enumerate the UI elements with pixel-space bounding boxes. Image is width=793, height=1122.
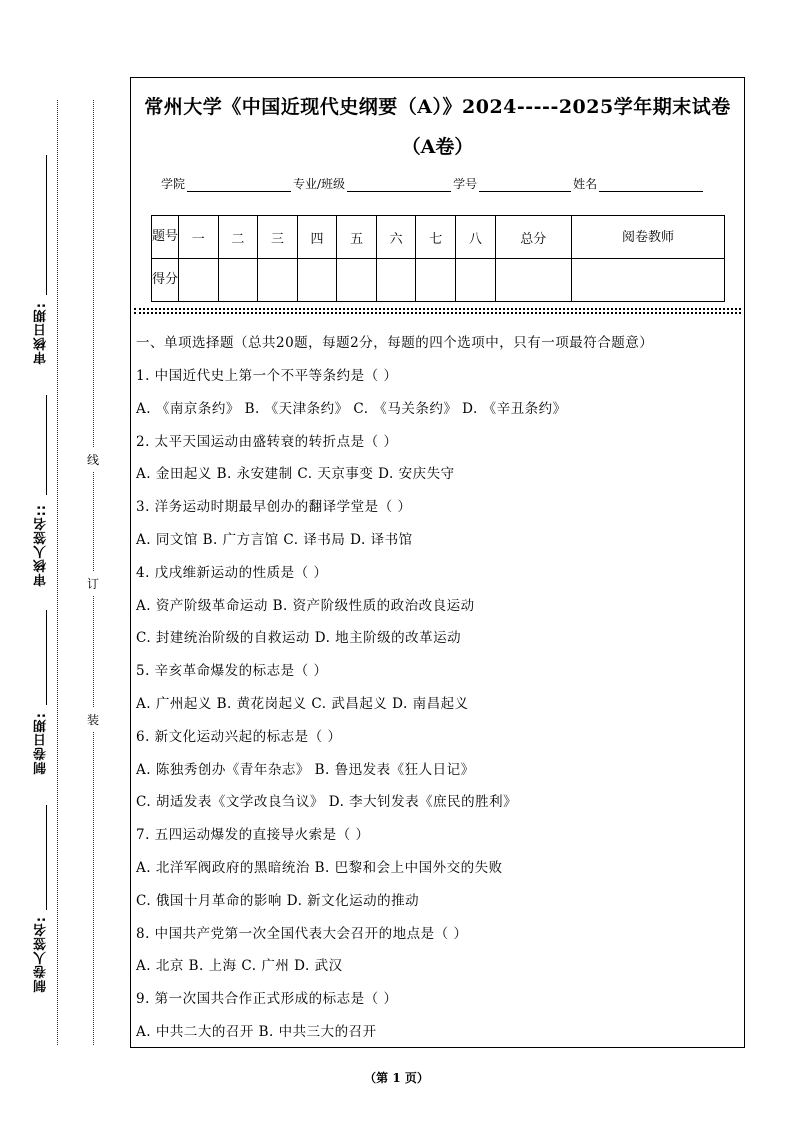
section-heading: 一、单项选择题（总共20题，每题2分，每题的四个选项中，只有一项最符合题意）: [136, 335, 654, 351]
exam-subtitle: （A卷）: [401, 136, 474, 158]
score-col-header: 八: [456, 216, 496, 259]
student-id-field[interactable]: [479, 177, 571, 192]
grader-header: 阅卷教师: [572, 216, 725, 259]
reviewer-signature-blank[interactable]: [46, 395, 47, 495]
separator-line: [134, 312, 741, 314]
answer-options: A. 同文馆 B. 广方言馆 C. 译书局 D. 译书馆: [136, 531, 413, 548]
score-table-row-score: [152, 259, 725, 302]
score-col-header: 二: [218, 216, 258, 259]
question-stem: 6. 新文化运动兴起的标志是（ ）: [136, 728, 342, 745]
score-cell[interactable]: [456, 259, 496, 302]
score-cell[interactable]: [179, 259, 219, 302]
score-col-header: 一: [179, 216, 219, 259]
score-cell[interactable]: [337, 259, 377, 302]
student-info-row: [161, 175, 705, 192]
answer-options: A. 《南京条约》 B. 《天津条约》 C. 《马关条约》 D. 《辛丑条约》: [136, 400, 567, 417]
question-list: [136, 364, 567, 1053]
answer-options: A. 金田起义 B. 永安建制 C. 天京事变 D. 安庆失守: [136, 466, 455, 483]
answer-options: C. 俄国十月革命的影响 D. 新文化运动的推动: [136, 892, 420, 909]
score-cell[interactable]: [416, 259, 456, 302]
total-score-header: 总分: [495, 216, 571, 259]
answer-options: A. 北京 B. 上海 C. 广州 D. 武汉: [136, 958, 343, 975]
question-stem: 4. 戊戌维新运动的性质是（ ）: [136, 564, 328, 581]
college-field[interactable]: [187, 177, 291, 192]
review-date-blank[interactable]: [46, 155, 47, 295]
name-label: 姓名: [573, 177, 598, 191]
score-table-row-question: [152, 216, 725, 259]
score-cell[interactable]: [297, 259, 337, 302]
question-stem: 3. 洋务运动时期最早创办的翻译学堂是（ ）: [136, 499, 412, 516]
answer-options: C. 胡适发表《文学改良刍议》 D. 李大钊发表《庶民的胜利》: [136, 794, 518, 811]
score-col-header: 七: [416, 216, 456, 259]
answer-options: A. 陈独秀创办《青年杂志》 B. 鲁迅发表《狂人日记》: [136, 761, 475, 778]
preparer-signature-blank[interactable]: [46, 805, 47, 910]
separator-line: [134, 308, 741, 310]
preparer-signature-label: 制卷人签名:: [32, 912, 51, 996]
binding-xian: 线: [87, 448, 99, 471]
major-label: 专业/班级: [293, 177, 346, 191]
score-col-header: 四: [297, 216, 337, 259]
question-stem: 1. 中国近代史上第一个不平等条约是（ ）: [136, 368, 398, 384]
review-date-label: 审核日期:: [32, 298, 51, 368]
question-stem: 7. 五四运动爆发的直接导火索是（ ）: [136, 827, 370, 844]
question-stem: 9. 第一次国共合作正式形成的标志是（ ）: [136, 991, 398, 1008]
score-cell[interactable]: [258, 259, 298, 302]
question-number-header: 题号: [152, 216, 179, 259]
score-cell[interactable]: [218, 259, 258, 302]
question-stem: 8. 中国共产党第一次全国代表大会召开的地点是（ ）: [136, 925, 468, 942]
score-row-header: 得分: [152, 259, 179, 302]
college-label: 学院: [161, 177, 186, 191]
score-col-header: 六: [376, 216, 416, 259]
answer-options: A. 北洋军阀政府的黑暗统治 B. 巴黎和会上中国外交的失败: [136, 859, 503, 876]
exam-title: 常州大学《中国近现代史纲要（A）》2024-----2025学年期末试卷: [144, 96, 731, 118]
answer-options: A. 中共二大的召开 B. 中共三大的召开: [136, 1023, 377, 1040]
exam-page-frame: [130, 77, 745, 1048]
total-score-cell[interactable]: [495, 259, 571, 302]
question-stem: 5. 辛亥革命爆发的标志是（ ）: [136, 663, 328, 680]
answer-options: A. 广州起义 B. 黄花岗起义 C. 武昌起义 D. 南昌起义: [136, 695, 469, 712]
prepare-date-blank[interactable]: [46, 610, 47, 705]
score-col-header: 三: [258, 216, 298, 259]
answer-options: A. 资产阶级革命运动 B. 资产阶级性质的政治改良运动: [136, 597, 475, 614]
binding-zhuang: 装: [87, 708, 99, 731]
page-number: （第 1 页）: [364, 1071, 429, 1085]
reviewer-signature-label: 审核人签名::: [32, 500, 51, 590]
answer-options: C. 封建统治阶级的自救运动 D. 地主阶级的改革运动: [136, 630, 462, 647]
score-col-header: 五: [337, 216, 377, 259]
score-table: [151, 215, 725, 302]
prepare-date-label: 制卷日期:: [32, 708, 51, 778]
score-cell[interactable]: [376, 259, 416, 302]
question-stem: 2. 太平天国运动由盛转衰的转折点是（ ）: [136, 433, 398, 450]
student-id-label: 学号: [453, 177, 478, 191]
grader-cell[interactable]: [572, 259, 725, 302]
major-field[interactable]: [347, 177, 451, 192]
side-dotted-line: [57, 100, 58, 1045]
binding-ding: 订: [87, 572, 99, 595]
name-field[interactable]: [599, 177, 703, 192]
